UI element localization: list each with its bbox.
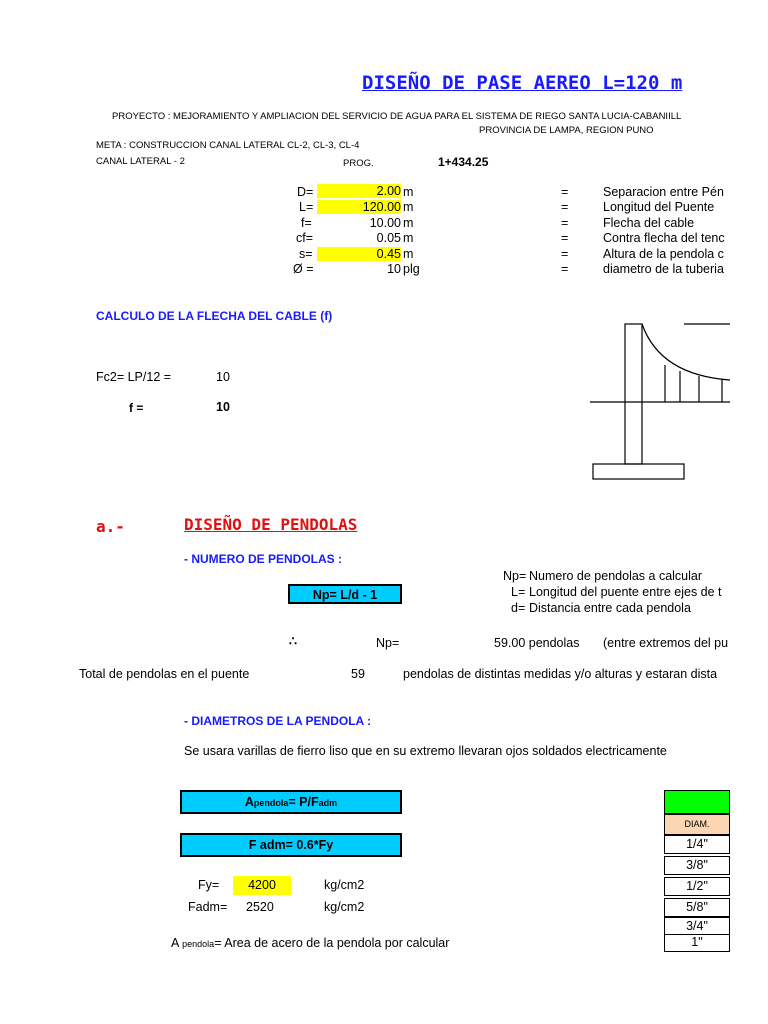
def-d-text: Distancia entre cada pendola (529, 601, 691, 615)
param-eq-f: = (561, 216, 569, 230)
np-note: (entre extremos del pu (603, 636, 729, 650)
fy-unit: kg/cm2 (324, 878, 365, 892)
area-definition (171, 936, 449, 950)
diametros-heading: - DIAMETROS DE LA PENDOLA : (184, 714, 372, 728)
param-value-diam: 10 (387, 262, 401, 276)
fadm-value: 2520 (246, 900, 274, 914)
section-letter: a.- (96, 517, 125, 536)
param-unit-cf: m (403, 231, 414, 245)
diam-row-5: 3/4" (664, 917, 730, 936)
param-desc-cf: Contra flecha del tenc (603, 231, 725, 245)
param-desc-s: Altura de la pendola c (603, 247, 724, 261)
param-value-f: 10.00 (369, 216, 401, 230)
prog-label: PROG. (343, 158, 374, 169)
np-value: 59.00 pendolas (494, 636, 580, 650)
param-unit-f: m (403, 216, 414, 230)
diam-table-top (664, 790, 730, 814)
param-eq-l: = (561, 200, 569, 214)
main-cable (642, 324, 730, 380)
canal-label: CANAL LATERAL - 2 (96, 156, 185, 167)
np-label: Np= (376, 636, 400, 650)
project-line-2: PROVINCIA DE LAMPA, REGION PUNO (479, 125, 654, 136)
fy-value[interactable]: 4200 (233, 876, 291, 895)
total-label: Total de pendolas en el puente (79, 667, 250, 681)
diam-table-header: DIAM. (664, 814, 730, 835)
param-desc-f: Flecha del cable (603, 216, 695, 230)
param-label-l: L= (299, 200, 314, 214)
param-value-s[interactable]: 0.45 (317, 247, 401, 261)
project-line-1: PROYECTO : MEJORAMIENTO Y AMPLIACION DEL SERVICIO DE AGUA PARA EL SISTEMA DE RIEGO SANTA LUCIA-CABANIILL (112, 111, 682, 122)
param-label-cf: cf= (296, 231, 314, 245)
prog-value: 1+434.25 (438, 155, 489, 169)
param-unit-l: m (403, 200, 414, 214)
formula-np-box: Np= L/d - 1 (288, 584, 402, 604)
param-eq-cf: = (561, 231, 569, 245)
param-label-d: D= (297, 185, 314, 199)
param-unit-diam: plg (403, 262, 420, 276)
fy-label: Fy= (198, 878, 220, 892)
formula-area-sub: pendola (253, 798, 289, 808)
area-text: = Area de acero de la pendola por calcular (214, 936, 450, 950)
footing (593, 464, 684, 479)
param-desc-diam: diametro de la tuberia (603, 262, 724, 276)
param-eq-diam: = (561, 262, 569, 276)
param-value-d[interactable]: 2.00 (317, 184, 401, 198)
total-note: pendolas de distintas medidas y/o alturas y estaran dista (403, 667, 718, 681)
area-main: A (171, 936, 179, 950)
section-heading: DISEÑO DE PENDOLAS (184, 515, 358, 534)
diametros-text: Se usara varillas de fierro liso que en su extremo llevaran ojos soldados electricamente (184, 744, 667, 758)
formula-fadm-box: F adm= 0.6*Fy (180, 833, 402, 857)
def-np-sym: Np= (503, 569, 527, 583)
diam-row-4: 5/8" (664, 898, 730, 917)
therefore-symbol: ∴ (289, 634, 297, 648)
flecha-heading: CALCULO DE LA FLECHA DEL CABLE (f) (96, 309, 333, 323)
def-l-text: Longitud del puente entre ejes de t (529, 585, 722, 599)
total-value: 59 (351, 667, 365, 681)
f-value: 10 (216, 400, 230, 414)
param-eq-s: = (561, 247, 569, 261)
fadm-label: Fadm= (188, 900, 228, 914)
param-label-s: s= (299, 247, 313, 261)
fc2-label: Fc2= LP/12 = (96, 370, 172, 384)
formula-area-sub2: adm (318, 798, 338, 808)
f-label: f = (129, 401, 144, 415)
numero-pendolas-heading: - NUMERO DE PENDOLAS : (184, 552, 343, 566)
tower (625, 324, 642, 464)
param-desc-l: Longitud del Puente (603, 200, 715, 214)
param-value-l[interactable]: 120.00 (317, 200, 401, 214)
diam-row-1: 1/4" (664, 835, 730, 854)
fadm-unit: kg/cm2 (324, 900, 365, 914)
diam-row-3: 1/2" (664, 877, 730, 896)
area-sub: pendola (182, 939, 215, 949)
param-desc-d: Separacion entre Pén (603, 185, 724, 199)
formula-area-main: A (244, 795, 254, 809)
def-l-sym: L= (511, 585, 526, 599)
bridge-diagram (580, 315, 730, 485)
diam-row-6: 1" (664, 934, 730, 952)
formula-area-rest: = P/F (288, 795, 319, 809)
meta-line: META : CONSTRUCCION CANAL LATERAL CL-2, CL-3, CL-4 (96, 140, 360, 151)
param-unit-s: m (403, 247, 414, 261)
param-value-cf: 0.05 (376, 231, 401, 245)
param-label-f: f= (301, 216, 312, 230)
def-d-sym: d= (511, 601, 526, 615)
param-unit-d: m (403, 185, 414, 199)
page-title: DISEÑO DE PASE AEREO L=120 m (362, 72, 683, 94)
param-label-diam: Ø = (293, 262, 314, 276)
fc2-value: 10 (216, 370, 230, 384)
diam-row-2: 3/8" (664, 856, 730, 875)
param-eq-d: = (561, 185, 569, 199)
formula-area-box (180, 790, 402, 814)
def-np-text: Numero de pendolas a calcular (529, 569, 703, 583)
